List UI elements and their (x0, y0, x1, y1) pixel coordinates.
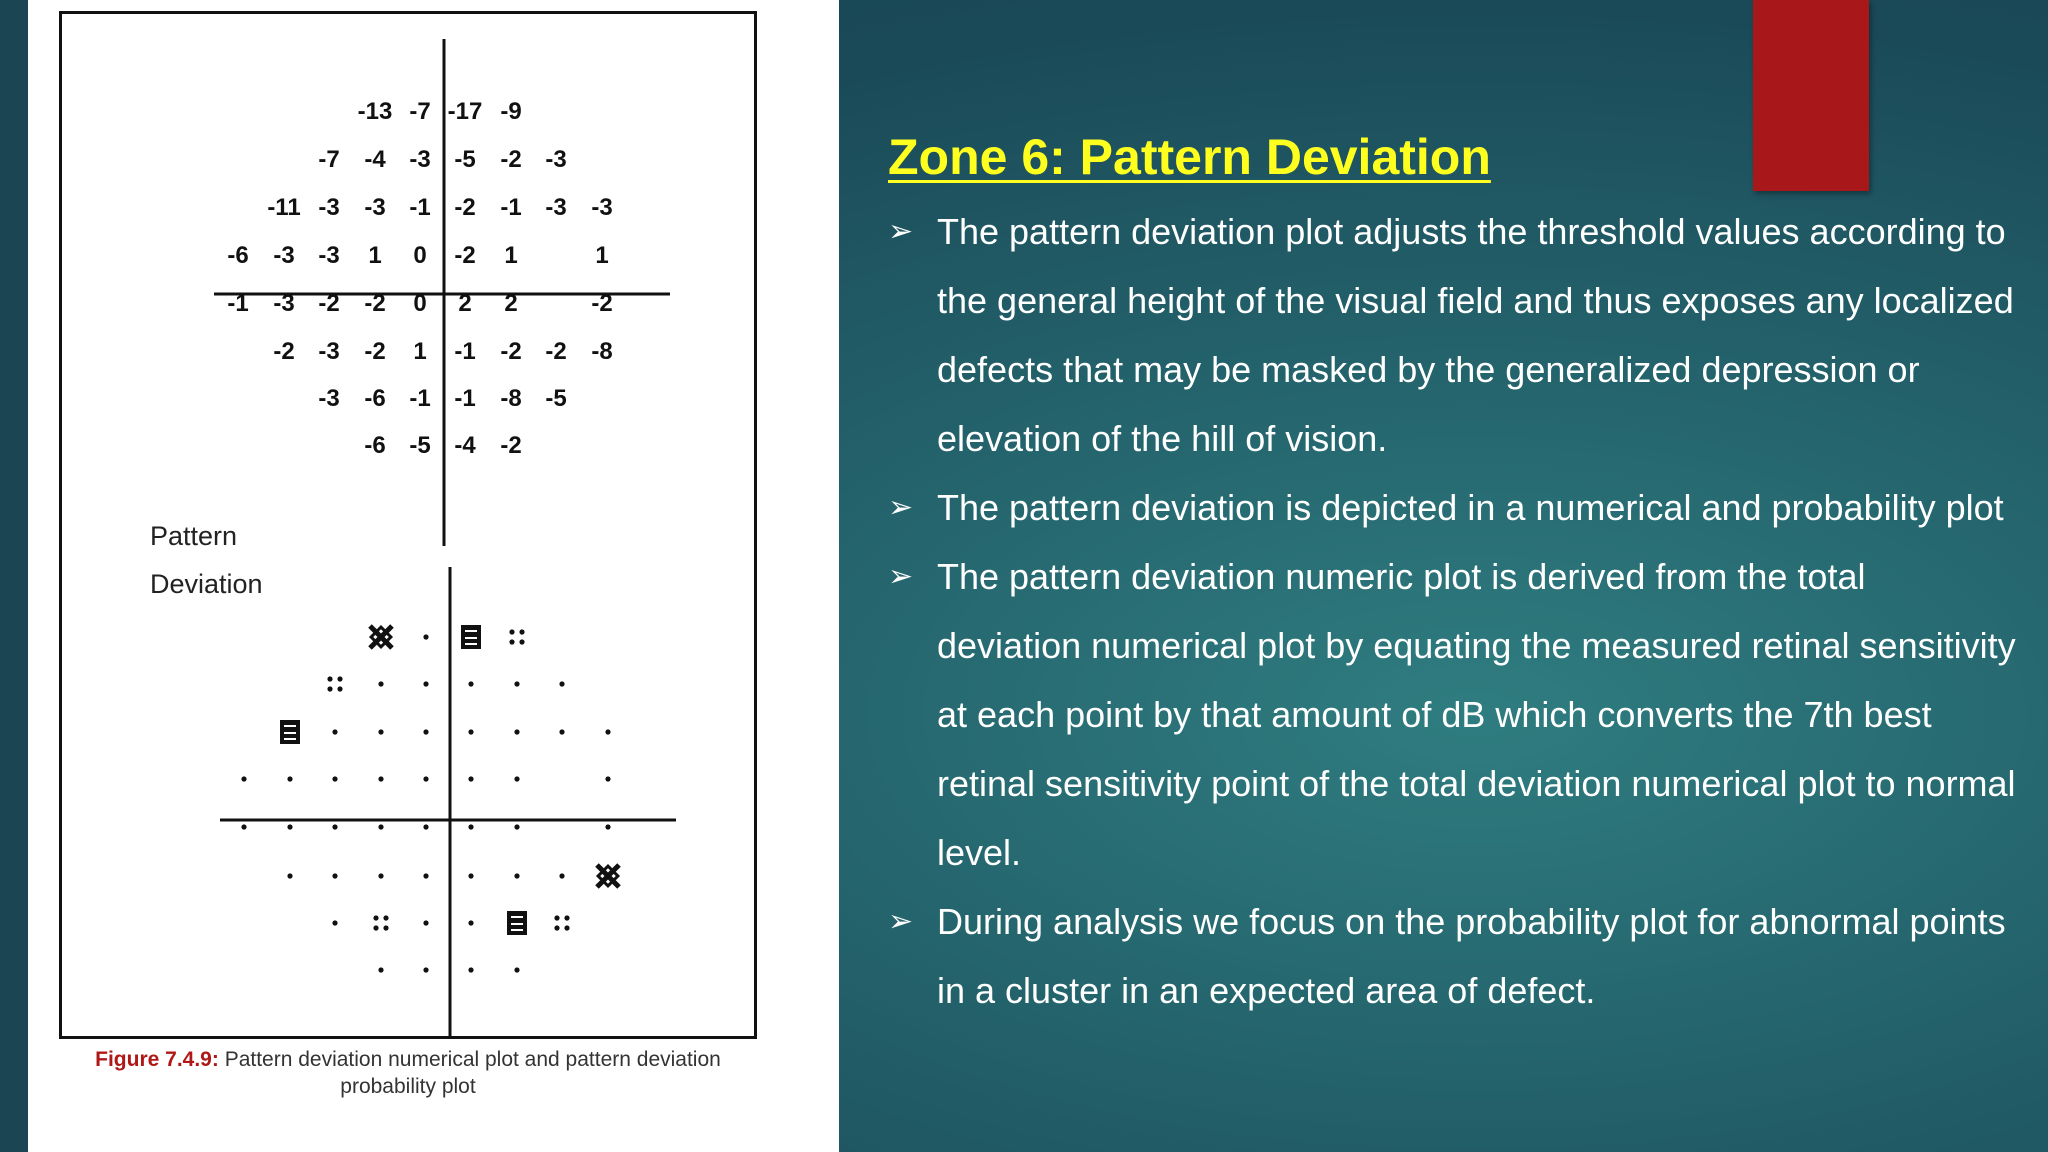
numeric-value: -3 (545, 146, 567, 173)
figure-caption-label: Figure 7.4.9: (95, 1048, 219, 1071)
numeric-value: -17 (447, 98, 483, 125)
numeric-value: -2 (364, 290, 386, 317)
probability-dot (287, 776, 292, 781)
numeric-value: -5 (454, 146, 476, 173)
arrowhead-bullet-icon: ➢ (888, 560, 914, 593)
probability-dot (559, 729, 564, 734)
numeric-value: -9 (500, 98, 522, 125)
numeric-value: -13 (357, 98, 393, 125)
probability-dot (423, 681, 428, 686)
arrowhead-bullet-icon: ➢ (888, 215, 914, 248)
probability-dot (468, 824, 473, 829)
figure-frame (59, 11, 757, 1039)
probability-dot (332, 776, 337, 781)
probability-plot-symbols (241, 625, 619, 973)
probability-dot (605, 824, 610, 829)
bullet-text: During analysis we focus on the probability plot for abnormal points in a cluster in an expected area of defect. (937, 901, 2006, 1011)
probability-dot (423, 776, 428, 781)
numeric-value: -4 (454, 432, 476, 459)
probability-dot (468, 729, 473, 734)
probability-dot (514, 776, 519, 781)
numeric-value: -2 (545, 338, 567, 365)
probability-solid-symbol (280, 720, 300, 744)
red-accent-tab (1753, 0, 1869, 191)
probability-dot (287, 873, 292, 878)
numeric-value: -3 (273, 242, 295, 269)
visual-field-figure (62, 14, 754, 1036)
numeric-value: -5 (409, 432, 431, 459)
numeric-value: 0 (413, 290, 427, 317)
probability-dot (605, 776, 610, 781)
left-edge-strip (0, 0, 28, 1152)
probability-solid-symbol (461, 625, 481, 649)
numeric-value: -3 (409, 146, 431, 173)
numeric-value: -1 (500, 194, 522, 221)
probability-dot (468, 967, 473, 972)
numeric-value: -1 (409, 385, 431, 412)
bullet-item (888, 473, 2018, 542)
numeric-value: 1 (413, 338, 427, 365)
numeric-value: -2 (454, 194, 476, 221)
bullet-item (888, 197, 2018, 473)
probability-dot (378, 967, 383, 972)
numeric-value: -3 (318, 242, 340, 269)
probability-dot (241, 824, 246, 829)
numeric-value: -3 (273, 290, 295, 317)
probability-dot (332, 824, 337, 829)
bullet-text: The pattern deviation plot adjusts the threshold values according to the general height of the visual field and thus exposes any localized defects that may be masked by the generalized depression or elevation of the hill of vision. (937, 211, 2014, 459)
probability-dot (514, 824, 519, 829)
numeric-plot-values (227, 98, 612, 459)
numeric-value: -8 (500, 385, 522, 412)
numeric-value: -2 (273, 338, 295, 365)
numeric-value: -1 (227, 290, 249, 317)
numeric-value: -2 (454, 242, 476, 269)
numeric-value: -3 (364, 194, 386, 221)
bullet-list (888, 197, 2018, 1025)
probability-dot (332, 729, 337, 734)
bullet-item (888, 542, 2018, 887)
numeric-value: -1 (454, 338, 476, 365)
probability-dot (514, 873, 519, 878)
bullet-item (888, 887, 2018, 1025)
numeric-value: -4 (364, 146, 386, 173)
probability-dot (559, 681, 564, 686)
arrowhead-bullet-icon: ➢ (888, 491, 914, 524)
probability-dot (514, 967, 519, 972)
numeric-value: 1 (504, 242, 518, 269)
probability-quad-dot (509, 629, 524, 644)
probability-dot (287, 824, 292, 829)
pattern-label-line2: Deviation (150, 569, 263, 599)
numeric-value: -6 (227, 242, 249, 269)
numeric-value: 1 (368, 242, 382, 269)
probability-cross-symbol (370, 626, 392, 648)
figure-caption (88, 1046, 728, 1100)
numeric-value: -1 (409, 194, 431, 221)
probability-dot (423, 824, 428, 829)
numeric-value: -2 (500, 432, 522, 459)
numeric-value: -3 (318, 338, 340, 365)
probability-dot (468, 873, 473, 878)
numeric-value: -7 (318, 146, 340, 173)
probability-dot (423, 634, 428, 639)
numeric-value: -3 (318, 385, 340, 412)
probability-dot (378, 681, 383, 686)
numeric-value: -7 (409, 98, 431, 125)
probability-dot (423, 967, 428, 972)
numeric-value: -1 (454, 385, 476, 412)
probability-dot (468, 776, 473, 781)
slide-title: Zone 6: Pattern Deviation (888, 129, 1491, 185)
numeric-value: -3 (318, 194, 340, 221)
numeric-value: -3 (545, 194, 567, 221)
numeric-value: -8 (591, 338, 613, 365)
probability-dot (241, 776, 246, 781)
probability-dot (332, 873, 337, 878)
numeric-value: -5 (545, 385, 567, 412)
numeric-value: -2 (500, 338, 522, 365)
probability-dot (514, 729, 519, 734)
numeric-value: -2 (318, 290, 340, 317)
numeric-value: -6 (364, 385, 386, 412)
numeric-value: 2 (504, 290, 518, 317)
probability-dot (514, 681, 519, 686)
probability-dot (423, 873, 428, 878)
bullet-text: The pattern deviation is depicted in a numerical and probability plot (937, 487, 2004, 528)
numeric-value: -2 (591, 290, 613, 317)
probability-dot (378, 824, 383, 829)
probability-dot (468, 681, 473, 686)
numeric-value: -11 (267, 194, 301, 221)
numeric-value: 2 (458, 290, 472, 317)
probability-dot (378, 873, 383, 878)
probability-dot (605, 729, 610, 734)
numeric-value: 0 (413, 242, 427, 269)
pattern-label-line1: Pattern (150, 521, 238, 551)
probability-dot (332, 920, 337, 925)
numeric-value: -2 (500, 146, 522, 173)
probability-dot (378, 729, 383, 734)
probability-cross-symbol (597, 865, 619, 887)
numeric-value: -2 (364, 338, 386, 365)
figure-caption-text: Pattern deviation numerical plot and pattern deviation probability plot (224, 1048, 721, 1098)
numeric-value: -6 (364, 432, 386, 459)
probability-dot (559, 873, 564, 878)
numeric-value: 1 (595, 242, 609, 269)
probability-dot (423, 920, 428, 925)
probability-dot (468, 920, 473, 925)
probability-quad-dot (554, 915, 569, 930)
figure-panel (28, 0, 839, 1152)
probability-dot (378, 776, 383, 781)
probability-dot (423, 729, 428, 734)
arrowhead-bullet-icon: ➢ (888, 905, 914, 938)
probability-quad-dot (327, 676, 342, 691)
probability-quad-dot (373, 915, 388, 930)
bullet-text: The pattern deviation numeric plot is derived from the total deviation numerical plot by equating the measured retinal sensitivity at each point by that amount of dB which converts the 7th best retinal sensitivity point of the total deviation numerical plot to normal level. (937, 556, 2016, 873)
probability-solid-symbol (507, 911, 527, 935)
numeric-value: -3 (591, 194, 613, 221)
